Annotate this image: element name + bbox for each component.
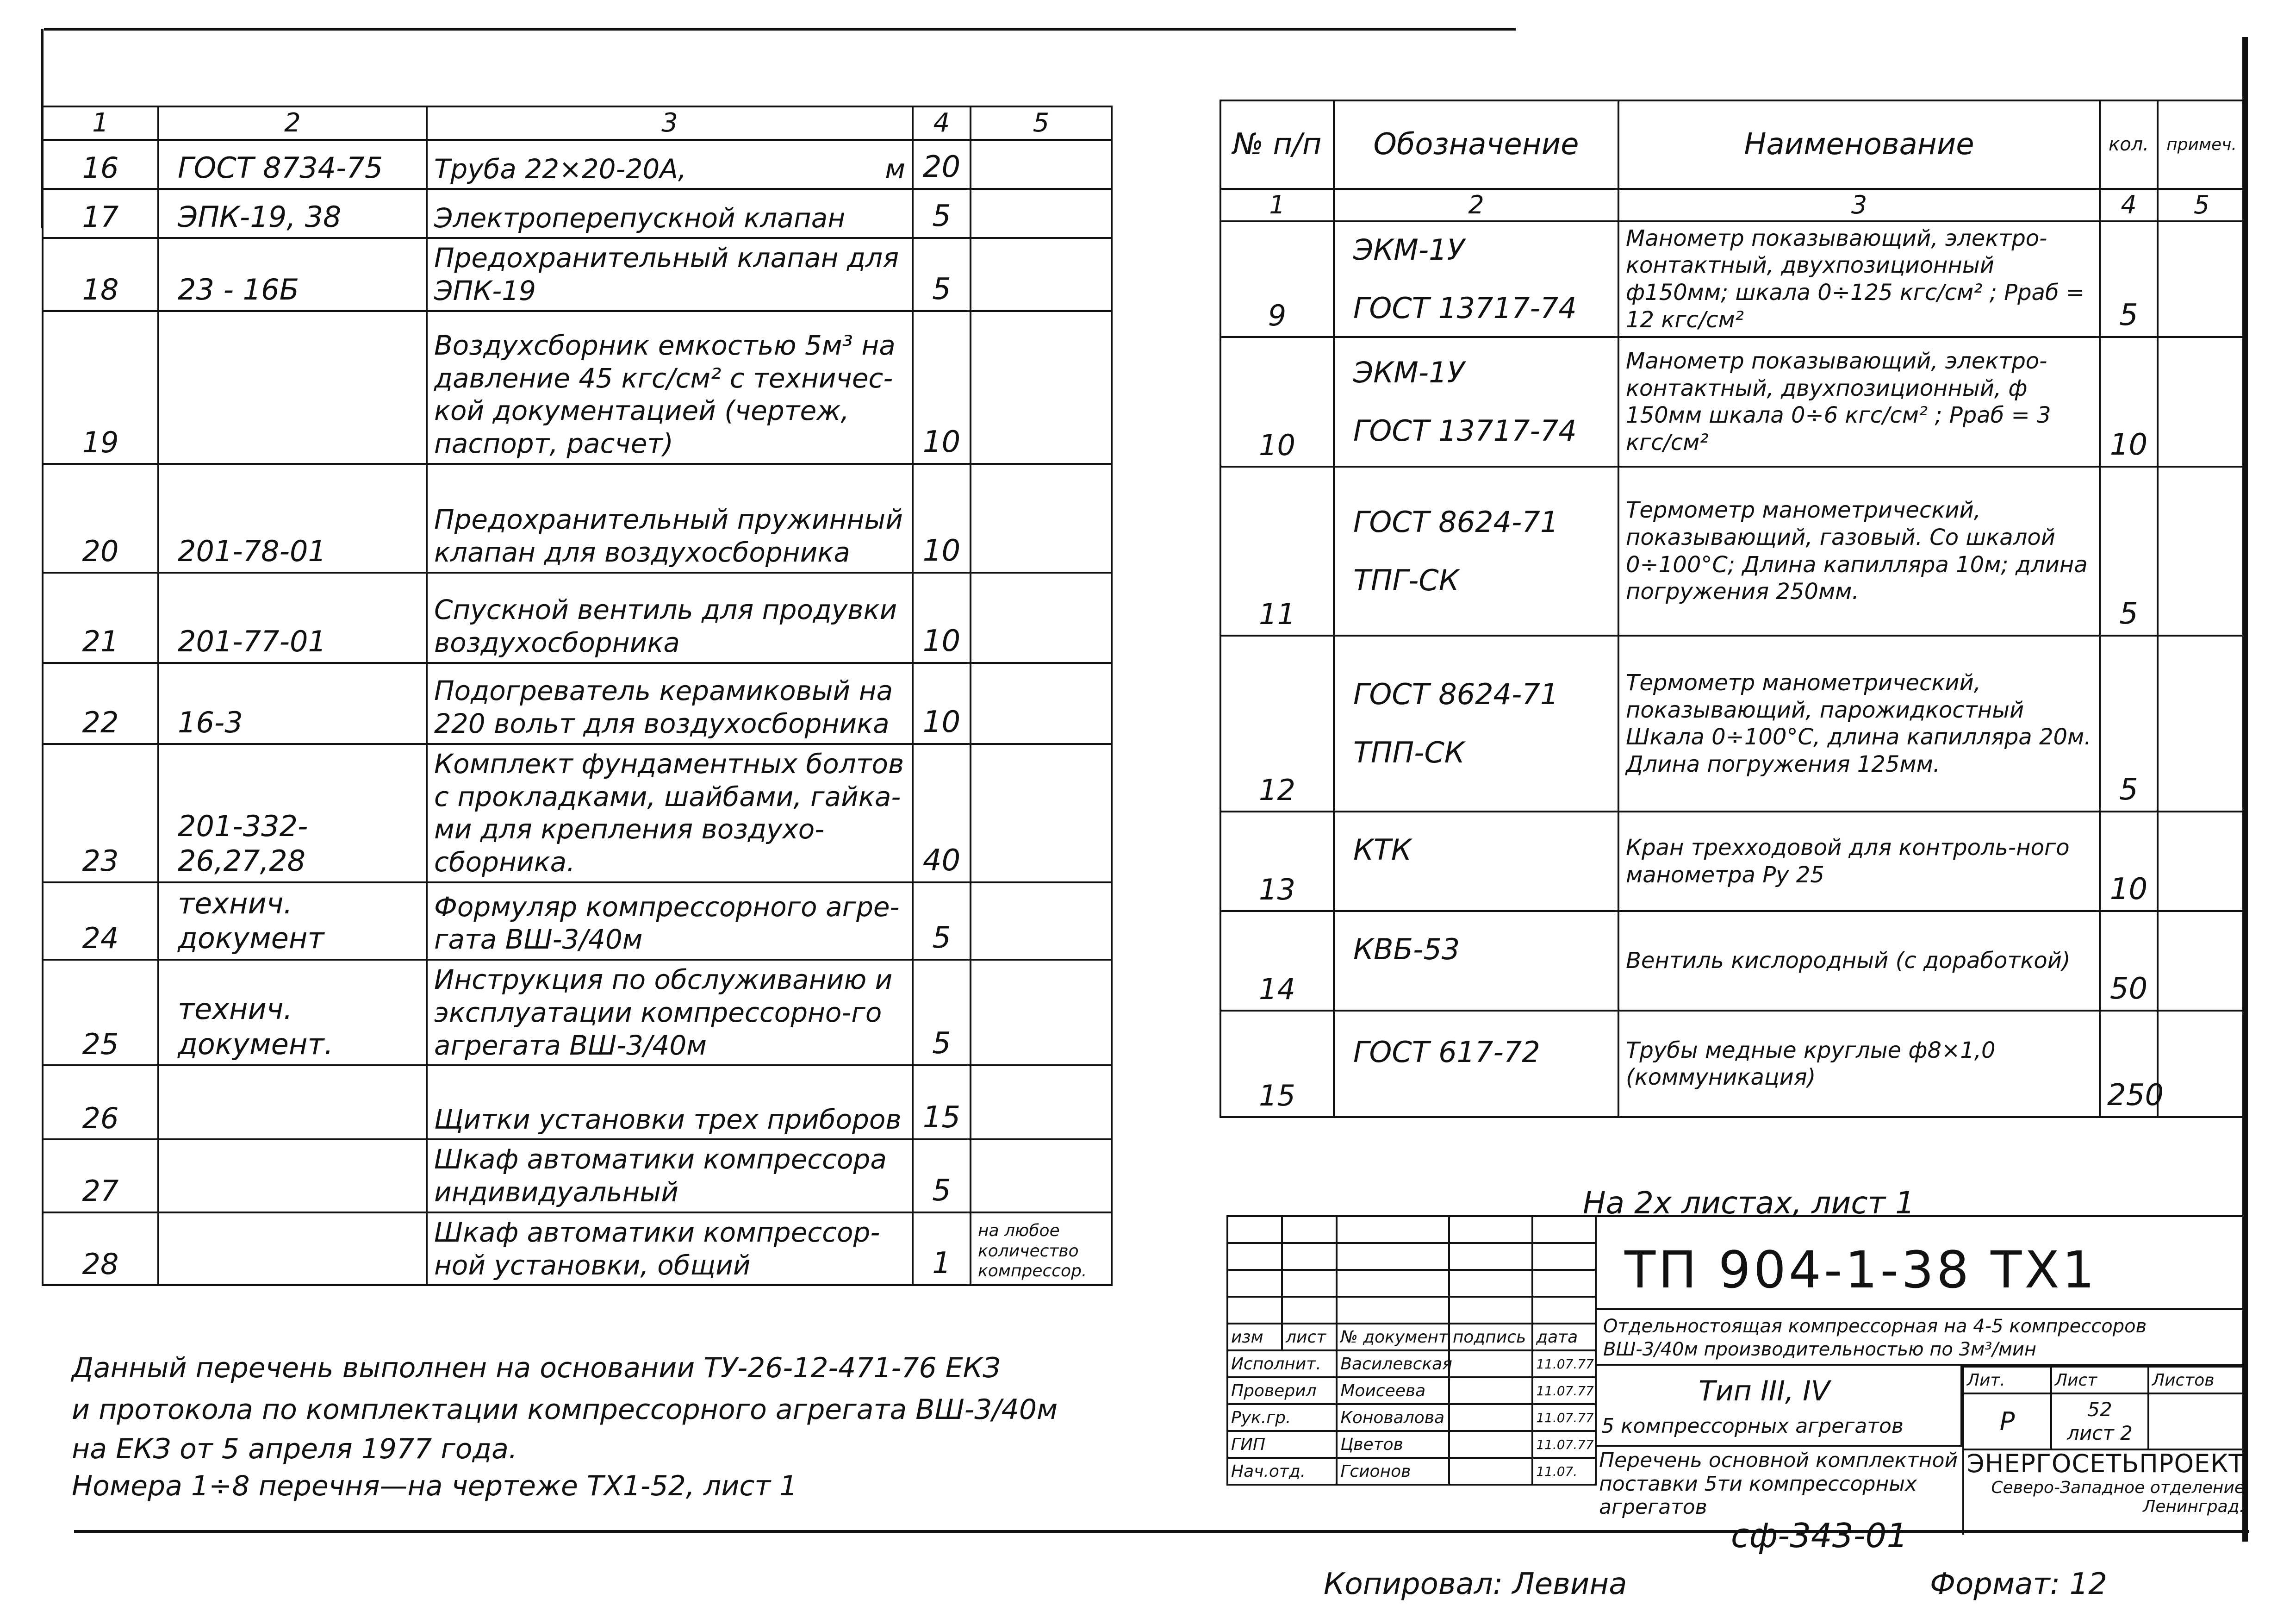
row-designation: 16-3 <box>158 663 427 744</box>
row-name: Предохранительный пружинный клапан для воздухосборника <box>427 464 913 573</box>
row-note: на любое количество компрессор. <box>971 1212 1112 1286</box>
column-number: 2 <box>1334 189 1618 221</box>
table-row <box>1220 221 2246 337</box>
row-quantity: 10 <box>913 573 971 663</box>
row-note <box>2158 812 2246 911</box>
role-label: Нач.отд. <box>1227 1458 1337 1485</box>
row-name: Труба 22×20-20А, м <box>427 140 913 189</box>
row-number: 15 <box>1220 1011 1334 1117</box>
column-number: 4 <box>2100 189 2158 221</box>
designation-line-1: КВБ-53 <box>1353 932 1460 966</box>
signature <box>1449 1458 1532 1485</box>
designation-line-2: ГОСТ 13717-74 <box>1353 291 1577 325</box>
role-label: Проверил <box>1227 1377 1337 1404</box>
signature-row <box>1227 1404 1596 1431</box>
row-designation: ЭПК-19, 38 <box>158 189 427 238</box>
row-number: 24 <box>43 882 158 960</box>
row-quantity: 40 <box>913 744 971 882</box>
sign-date: 11.07.77 <box>1532 1350 1596 1377</box>
table-row <box>1220 1011 2246 1117</box>
row-quantity: 5 <box>913 189 971 238</box>
row-name: Инструкция по обслуживанию и эксплуатации компрессорно-го агрегата ВШ-3/40м <box>427 960 913 1065</box>
table-row <box>43 189 1112 238</box>
column-number: 5 <box>2158 189 2246 221</box>
row-note <box>971 1139 1112 1212</box>
row-name: Манометр показывающий, электро-контактный, двухпозиционный ф150мм; шкала 0÷125 кгс/см² ; Рраб = 12 кгс/см² <box>1618 221 2100 337</box>
row-name: Вентиль кислородный (с доработкой) <box>1618 911 2100 1011</box>
designation-line-1: ЭКМ-1У <box>1353 233 1465 267</box>
row-name: Манометр показывающий, электро-контактный, двухпозиционный, ф 150мм шкала 0÷6 кгс/см² ; Рраб = 3 кгс/см² <box>1618 337 2100 467</box>
footer-note-line-1: Данный перечень выполнен на основании ТУ-26-12-471-76 ЕКЗ <box>72 1352 1001 1384</box>
col-date-label: дата <box>1532 1324 1596 1350</box>
row-note <box>971 311 1112 464</box>
row-number: 9 <box>1220 221 1334 337</box>
signature-row <box>1227 1431 1596 1458</box>
row-quantity: 10 <box>913 311 971 464</box>
type-sub: 5 компрессорных агрегатов <box>1601 1414 1904 1438</box>
row-name: Электроперепускной клапан <box>427 189 913 238</box>
sign-date: 11.07.77 <box>1532 1377 1596 1404</box>
sign-date: 11.07.77 <box>1532 1431 1596 1458</box>
row-designation: 201-77-01 <box>158 573 427 663</box>
sheets-note: На 2х листах, лист 1 <box>1583 1185 1915 1221</box>
col-izm-label: изм <box>1227 1324 1282 1350</box>
signature-row <box>1227 1458 1596 1485</box>
row-quantity: 5 <box>2100 467 2158 636</box>
lit-value: Р <box>1963 1393 2051 1449</box>
row-number: 25 <box>43 960 158 1065</box>
format-label: Формат: 12 <box>1930 1567 2107 1601</box>
col-doc-label: № документ <box>1337 1324 1449 1350</box>
row-quantity: 15 <box>913 1065 971 1139</box>
row-note <box>971 573 1112 663</box>
row-name: Спускной вентиль для продувки воздухосборника <box>427 573 913 663</box>
table-row <box>43 1065 1112 1139</box>
column-number: 3 <box>427 106 913 140</box>
row-number: 26 <box>43 1065 158 1139</box>
role-label: Исполнит. <box>1227 1350 1337 1377</box>
column-number-row <box>43 106 1112 140</box>
row-note <box>2158 467 2246 636</box>
row-designation: 201-332-26,27,28 <box>158 744 427 882</box>
sheet-value-2: лист 2 <box>2067 1421 2133 1444</box>
header-note: примеч. <box>2158 100 2246 189</box>
row-name: Щитки установки трех приборов <box>427 1065 913 1139</box>
column-number: 4 <box>913 106 971 140</box>
row-note <box>971 238 1112 311</box>
row-quantity: 5 <box>913 1139 971 1212</box>
column-number-row <box>1220 189 2246 221</box>
row-name: Воздухсборник емкостью 5м³ на давление 45 кгс/см² с техничес-кой документацией (чертеж, паспорт, расчет) <box>427 311 913 464</box>
row-quantity: 5 <box>913 960 971 1065</box>
header-designation: Обозначение <box>1334 100 1618 189</box>
row-note <box>971 1065 1112 1139</box>
row-number: 28 <box>43 1212 158 1286</box>
row-name: Подогреватель керамиковый на 220 вольт для воздухосборника <box>427 663 913 744</box>
row-name: Шкаф автоматики компрессор-ной установки, общий <box>427 1212 913 1286</box>
row-number: 11 <box>1220 467 1334 636</box>
row-number: 27 <box>43 1139 158 1212</box>
designation-line-2: ТПП-СК <box>1353 736 1465 770</box>
sign-date: 11.07. <box>1532 1458 1596 1485</box>
row-name: Трубы медные круглые ф8×1,0 (коммуникация) <box>1618 1011 2100 1117</box>
signature-row <box>1227 1377 1596 1404</box>
row-number: 14 <box>1220 911 1334 1011</box>
person-name: Моисеева <box>1337 1377 1449 1404</box>
row-note <box>2158 1011 2246 1117</box>
row-number: 16 <box>43 140 158 189</box>
row-number: 12 <box>1220 636 1334 812</box>
table-row <box>43 663 1112 744</box>
designation-line-2: ТПГ-СК <box>1353 563 1459 597</box>
sheet-value: 52 <box>2087 1398 2112 1421</box>
row-designation: технич. документ. <box>158 960 427 1065</box>
table-row <box>43 238 1112 311</box>
sheet-info-grid <box>1962 1366 2246 1450</box>
row-designation <box>1334 1011 1618 1117</box>
person-name: Цветов <box>1337 1431 1449 1458</box>
row-name: Кран трехходовой для контроль-ного манометра Ру 25 <box>1618 812 2100 911</box>
right-specification-table <box>1220 100 2246 1118</box>
row-note <box>971 882 1112 960</box>
copied-by: Копировал: Левина <box>1324 1567 1627 1601</box>
table-row <box>43 1212 1112 1286</box>
column-number: 2 <box>158 106 427 140</box>
org-sub: Северо-Западное отделение Ленинград. <box>1991 1478 2245 1517</box>
row-designation <box>1334 636 1618 812</box>
unit-label: м <box>885 153 905 185</box>
title-block <box>1226 1215 2245 1535</box>
table-row <box>1220 337 2246 467</box>
footer-note-line-4: Номера 1÷8 перечня—на чертеже ТХ1-52, лист 1 <box>72 1470 797 1502</box>
header-name: Наименование <box>1618 100 2100 189</box>
column-number: 1 <box>43 106 158 140</box>
row-name: Шкаф автоматики компрессора индивидуальный <box>427 1139 913 1212</box>
row-number: 19 <box>43 311 158 464</box>
row-designation <box>158 311 427 464</box>
row-name: Предохранительный клапан для ЭПК-19 <box>427 238 913 311</box>
row-designation <box>1334 467 1618 636</box>
row-number: 22 <box>43 663 158 744</box>
row-designation <box>158 1139 427 1212</box>
row-designation <box>158 1065 427 1139</box>
row-name: Термометр манометрический, показывающий, парожидкостный Шкала 0÷100°С, длина капилляра 20м. Длина погружения 125мм. <box>1618 636 2100 812</box>
row-note <box>2158 636 2246 812</box>
row-note <box>2158 221 2246 337</box>
person-name: Гсионов <box>1337 1458 1449 1485</box>
object-title: Отдельностоящая компрессорная на 4-5 компрессоров ВШ-3/40м производительностью по 3м³/мин <box>1597 1310 2245 1366</box>
designation-line-1: ЭКМ-1У <box>1353 356 1465 390</box>
row-note <box>971 140 1112 189</box>
role-label: Рук.гр. <box>1227 1404 1337 1431</box>
stamp-number: сф-343-01 <box>1731 1516 1908 1555</box>
person-name: Василевская <box>1337 1350 1449 1377</box>
row-note <box>971 464 1112 573</box>
frame-top-border <box>44 28 1516 31</box>
row-number: 17 <box>43 189 158 238</box>
row-note <box>971 189 1112 238</box>
row-note <box>2158 911 2246 1011</box>
row-number: 23 <box>43 744 158 882</box>
sheet-value-cell <box>2051 1393 2148 1449</box>
table-row <box>1220 812 2246 911</box>
row-number: 13 <box>1220 812 1334 911</box>
row-quantity: 20 <box>913 140 971 189</box>
row-designation: 23 - 16Б <box>158 238 427 311</box>
table-row <box>43 311 1112 464</box>
row-quantity: 5 <box>913 882 971 960</box>
row-name: Формуляр компрессорного агре-гата ВШ-3/40м <box>427 882 913 960</box>
row-quantity: 50 <box>2100 911 2158 1011</box>
row-quantity: 10 <box>913 464 971 573</box>
designation-line-1: ГОСТ 8624-71 <box>1353 677 1559 712</box>
row-designation <box>1334 812 1618 911</box>
org-name: ЭНЕРГОСЕТЬПРОЕКТ <box>1967 1449 2245 1478</box>
row-number: 18 <box>43 238 158 311</box>
row-quantity: 5 <box>2100 636 2158 812</box>
table-row <box>43 464 1112 573</box>
row-quantity: 5 <box>2100 221 2158 337</box>
row-number: 10 <box>1220 337 1334 467</box>
table-row <box>1220 636 2246 812</box>
row-note <box>971 663 1112 744</box>
signature <box>1449 1350 1532 1377</box>
row-designation: 201-78-01 <box>158 464 427 573</box>
row-number: 21 <box>43 573 158 663</box>
row-quantity: 10 <box>2100 812 2158 911</box>
row-designation: технич. документ <box>158 882 427 960</box>
table-row <box>1220 467 2246 636</box>
footer-note-line-3: на ЕКЗ от 5 апреля 1977 года. <box>72 1433 517 1465</box>
table-row <box>43 882 1112 960</box>
doc-title: Перечень основной комплектной поставки 5ти компрессорных агрегатов <box>1599 1449 1958 1519</box>
type-cell <box>1597 1366 1962 1447</box>
signature <box>1449 1377 1532 1404</box>
project-code-cell <box>1597 1215 2245 1310</box>
org-cell <box>1967 1449 2245 1517</box>
signature-row <box>1227 1350 1596 1377</box>
left-specification-table <box>42 106 1113 1286</box>
col-sign-label: подпись <box>1449 1324 1532 1350</box>
doc-title-divider <box>1962 1447 1964 1535</box>
table-row <box>43 960 1112 1065</box>
designation-line-1: ГОСТ 617-72 <box>1353 1035 1540 1069</box>
header-number: № п/п <box>1220 100 1334 189</box>
row-designation <box>158 1212 427 1286</box>
row-designation <box>1334 911 1618 1011</box>
header-quantity: кол. <box>2100 100 2158 189</box>
row-note <box>2158 337 2246 467</box>
table-row <box>1220 911 2246 1011</box>
row-quantity: 10 <box>2100 337 2158 467</box>
lit-label: Лит. <box>1963 1367 2051 1393</box>
designation-line-1: КТК <box>1353 832 1412 867</box>
designation-line-2: ГОСТ 13717-74 <box>1353 414 1577 448</box>
row-name: Комплект фундаментных болтов с прокладками, шайбами, гайка-ми для крепления воздухо-сборника. <box>427 744 913 882</box>
revision-grid <box>1226 1215 1597 1486</box>
type-label: Тип III, IV <box>1699 1375 1830 1407</box>
sheets-value <box>2148 1393 2246 1449</box>
row-quantity: 10 <box>913 663 971 744</box>
sheet-label: Лист <box>2051 1367 2148 1393</box>
table-row <box>43 573 1112 663</box>
signature <box>1449 1431 1532 1458</box>
row-note <box>971 744 1112 882</box>
row-designation: ГОСТ 8734-75 <box>158 140 427 189</box>
row-designation <box>1334 337 1618 467</box>
column-number: 5 <box>971 106 1112 140</box>
row-quantity: 5 <box>913 238 971 311</box>
project-code: ТП 904-1-38 ТХ1 <box>1624 1240 2097 1299</box>
sign-date: 11.07.77 <box>1532 1404 1596 1431</box>
column-number: 3 <box>1618 189 2100 221</box>
col-list-label: лист <box>1282 1324 1337 1350</box>
table-header-row <box>1220 100 2246 189</box>
table-row <box>43 140 1112 189</box>
row-quantity: 250 <box>2100 1011 2158 1117</box>
row-designation <box>1334 221 1618 337</box>
row-number: 20 <box>43 464 158 573</box>
person-name: Коновалова <box>1337 1404 1449 1431</box>
row-name: Термометр манометрический, показывающий, газовый. Со шкалой 0÷100°С; Длина капилляра 10м; длина погружения 250мм. <box>1618 467 2100 636</box>
signature <box>1449 1404 1532 1431</box>
row-note <box>971 960 1112 1065</box>
table-row <box>43 1139 1112 1212</box>
designation-line-1: ГОСТ 8624-71 <box>1353 505 1559 539</box>
table-row <box>43 744 1112 882</box>
sheets-label: Листов <box>2148 1367 2246 1393</box>
role-label: ГИП <box>1227 1431 1337 1458</box>
column-number: 1 <box>1220 189 1334 221</box>
footer-note-line-2: и протокола по комплектации компрессорного агрегата ВШ-3/40м <box>72 1393 1058 1426</box>
row-quantity: 1 <box>913 1212 971 1286</box>
